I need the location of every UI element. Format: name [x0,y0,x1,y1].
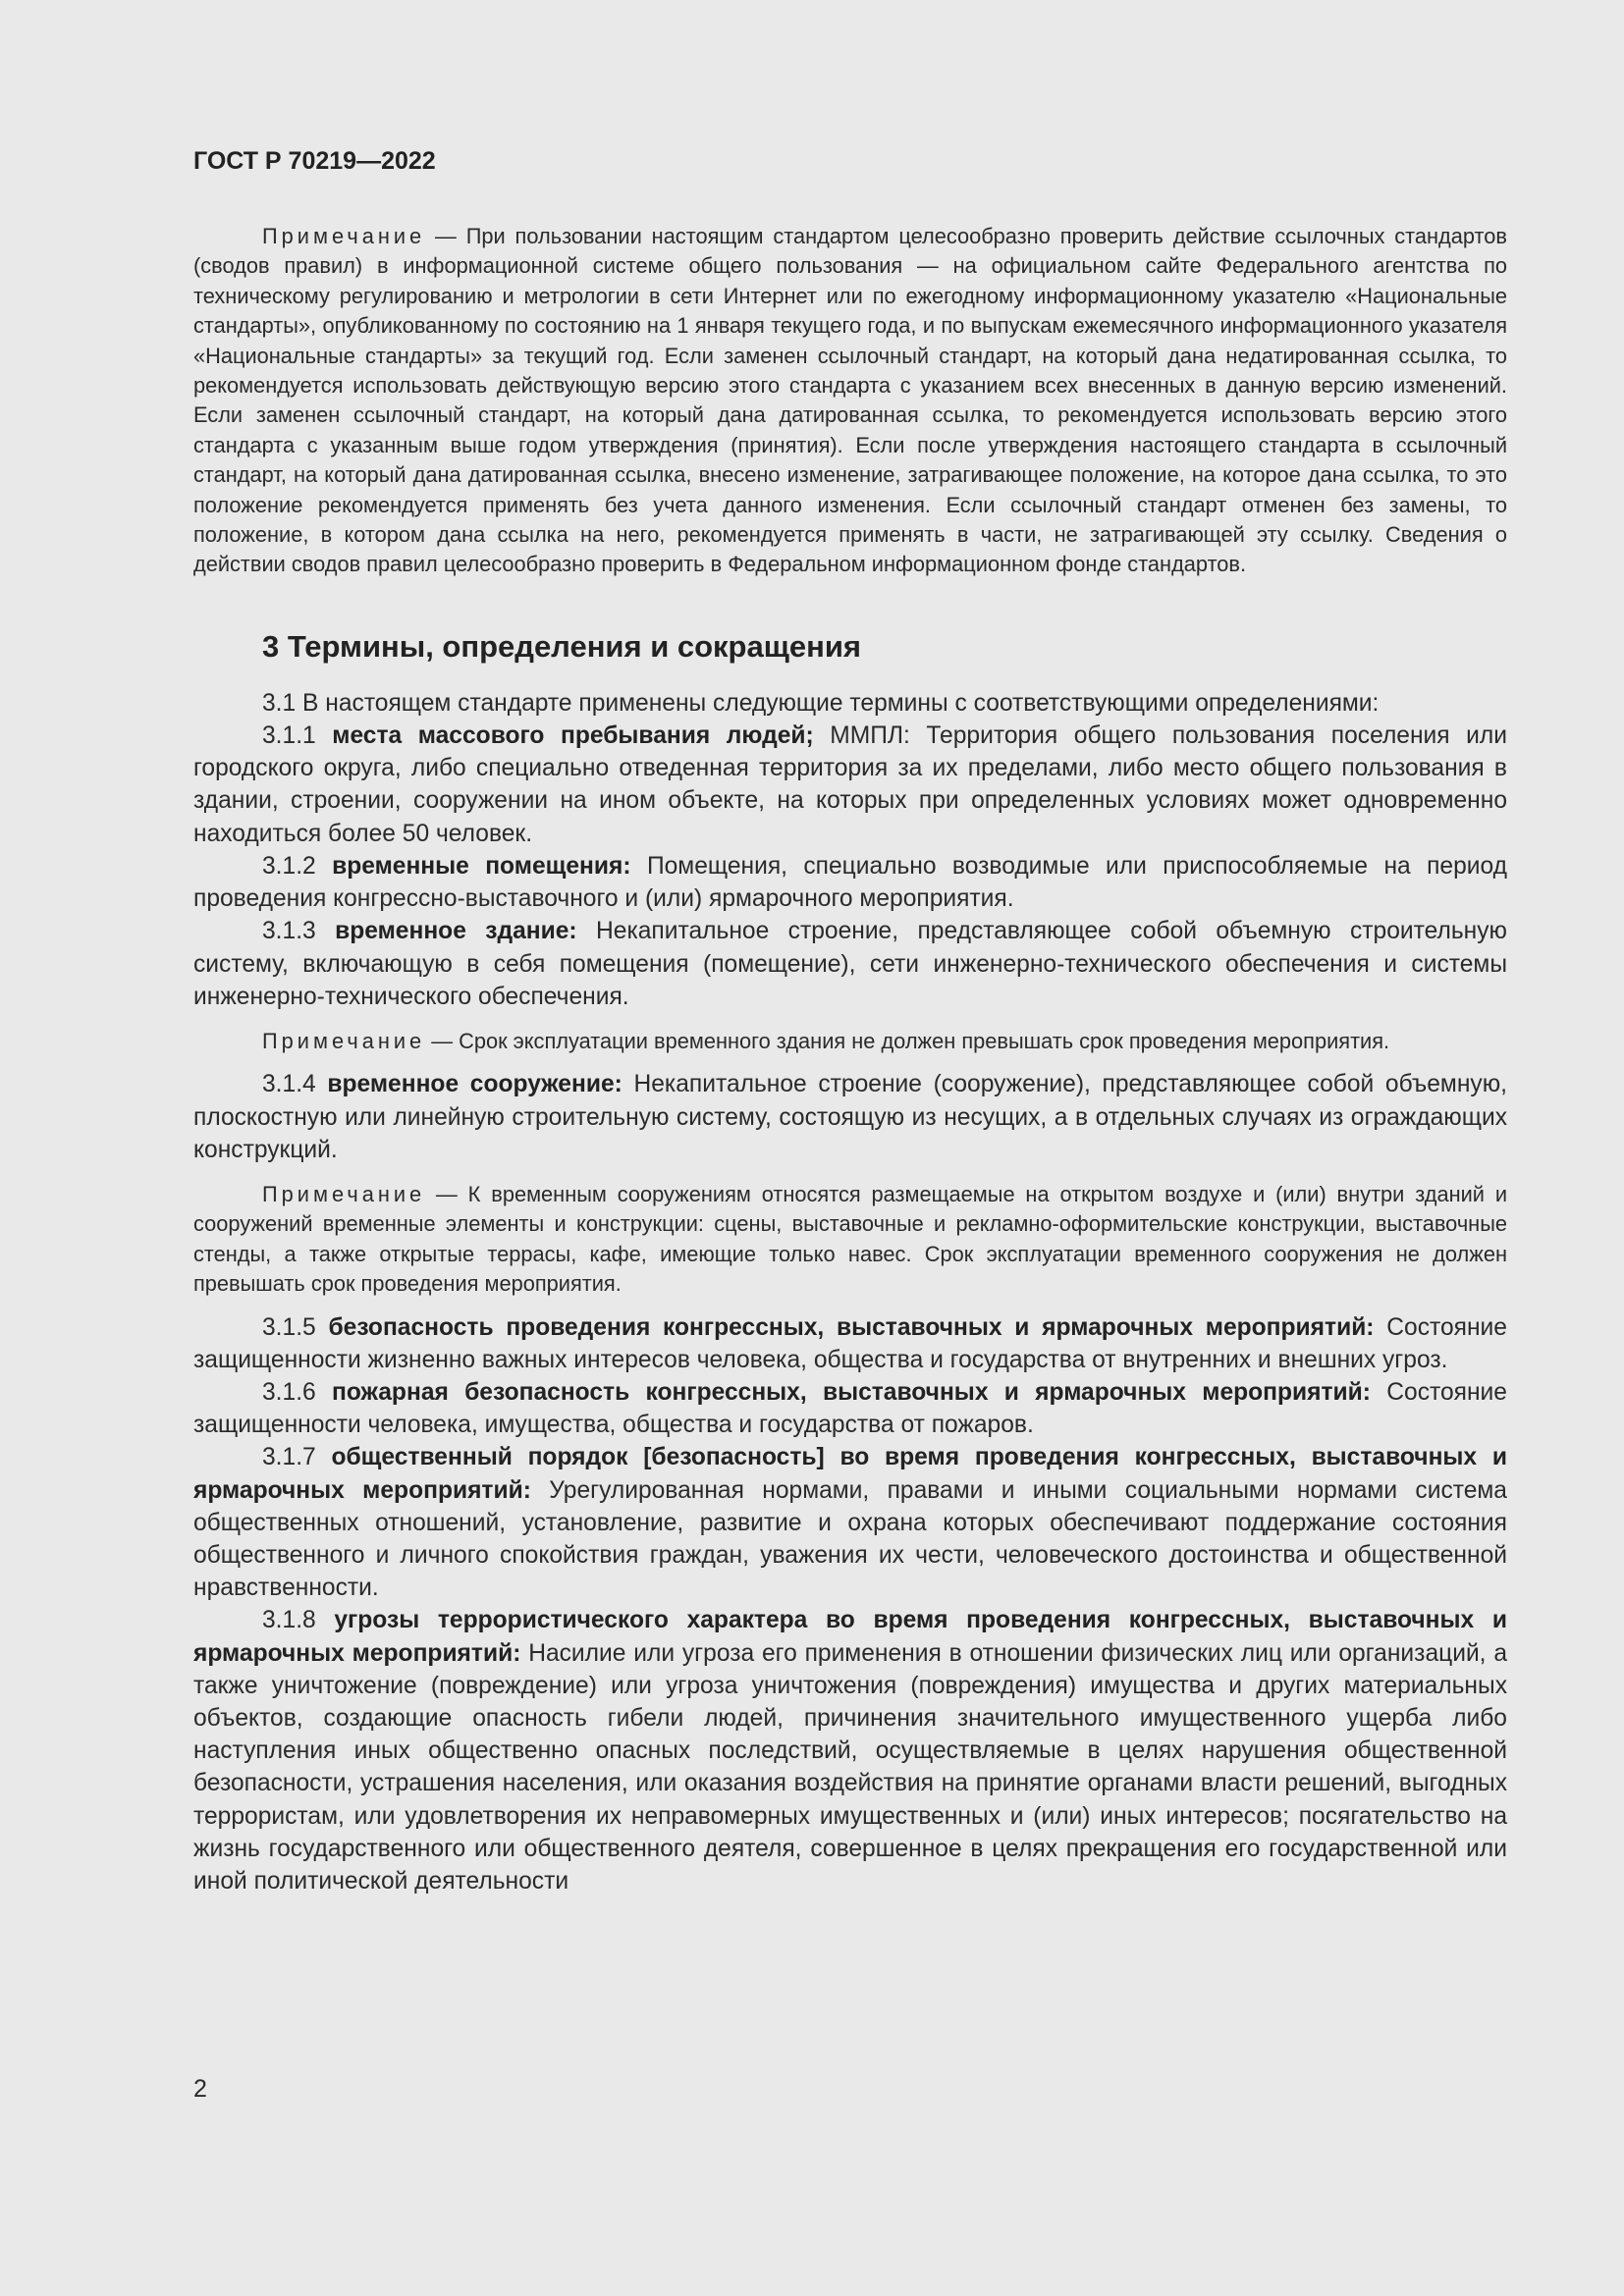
term-number: 3.1.8 [262,1607,335,1634]
term-3-1-4 [193,1068,1507,1166]
term-3-1-2 [193,850,1507,915]
term-number: 3.1.3 [262,918,336,945]
reference-note [193,222,1507,580]
term-name: места массового пребывания людей; [332,722,814,750]
term-number: 3.1.4 [262,1071,328,1098]
term-3-1-8 [193,1604,1507,1897]
note-3-1-3 [193,1027,1507,1056]
term-definition: Некапитальное строение (сооружение), представляющее собой объемную, плоскостную или линейную строительную систему, состоящую из несущих, а в отдельных случаях из ограждающих конструкций. [193,1071,1507,1163]
term-number: 3.1.2 [262,852,333,880]
term-3-1-7 [193,1441,1507,1604]
document-code-header: ГОСТ Р 70219—2022 [193,147,436,175]
note-label: Примечание [262,224,426,248]
term-name: безопасность проведения конгрессных, выставочных и ярмарочных мероприятий: [328,1313,1375,1341]
note-text: — Срок эксплуатации временного здания не должен превышать срок проведения мероприятия. [425,1028,1390,1053]
term-definition: Урегулированная нормами, правами и иными социальными нормами система общественных отношений, установление, развитие и охрана которых обеспечивают поддержание состояния общественного и личного спокойствия граждан, уважения их чести, человеческого достоинства и общественной нравственности. [193,1476,1507,1602]
term-name: временные помещения: [332,852,631,880]
term-3-1-3 [193,915,1507,1013]
term-name: временное сооружение: [327,1071,623,1098]
term-definition: ММПЛ: Территория общего пользования поселения или городского округа, либо специально отведенная территория за их пределами, либо место общего пользования в здании, строении, сооружении на ином объекте, на которых при определенных условиях может одновременно находиться более 50 человек. [193,722,1507,847]
page-number: 2 [193,2075,207,2103]
paragraph-3-1: 3.1 В настоящем стандарте применены следующие термины с соответствующими определениями: [262,689,1380,717]
term-3-1-5 [193,1311,1507,1376]
term-name: временное здание: [335,918,577,945]
term-3-1-1 [193,720,1507,850]
term-number: 3.1.7 [262,1444,332,1471]
page-content [193,222,1507,1897]
term-name: пожарная безопасность конгрессных, выставочных и ярмарочных мероприятий: [331,1378,1371,1406]
term-name: угрозы террористического характера во время проведения конгрессных, выставочных и ярмарочных мероприятий: [193,1607,1507,1667]
note-3-1-4 [193,1180,1507,1300]
term-name: общественный порядок [безопасность] во время проведения конгрессных, выставочных и ярмарочных мероприятий: [193,1444,1507,1504]
note-label: Примечание [262,1181,426,1206]
term-number: 3.1.1 [262,722,333,750]
term-number: 3.1.6 [262,1378,332,1406]
note-text: — К временным сооружениям относятся размещаемые на открытом воздухе и (или) внутри зданий и сооружений временные элементы и конструкции: сцены, выставочные и рекламно-оформительские конструкции, выставочные стенды, а также открытые террасы, кафе, имеющие только навес. Срок эксплуатации временного сооружения не должен превышать срок проведения мероприятия. [193,1181,1507,1297]
note-text: — При пользовании настоящим стандартом целесообразно проверить действие ссылочных стандартов (сводов правил) в информационной системе общего пользования — на официальном сайте Федерального агентства по техническому регулированию и метрологии в сети Интернет или по ежегодному информационному указателю «Национальные стандарты», опубликованному по состоянию на 1 января текущего года, и по выпускам ежемесячного информационного указателя «Национальные стандарты» за текущий год. Если заменен ссылочный стандарт, на который дана недатированная ссылка, то рекомендуется использовать действующую версию этого стандарта с указанием всех внесенных в данную версию изменений. Если заменен ссылочный стандарт, на который дана датированная ссылка, то рекомендуется использовать версию этого стандарта с указанным выше годом утверждения (принятия). Если после утверждения настоящего стандарта в ссылочный стандарт, на который дана датированная ссылка, внесено изменение, затрагивающее положение, на которое дана ссылка, то это положение рекомендуется применять без учета данного изменения. Если ссылочный стандарт отменен без замены, то положение, в котором дана ссылка на него, рекомендуется применять в части, не затрагивающей эту ссылку. Сведения о действии сводов правил целесообразно проверить в Федеральном информационном фонде стандартов. [193,224,1507,577]
term-definition: Некапитальное строение, представляющее собой объемную строительную систему, включающую в себя помещения (помещение), сети инженерно-технического обеспечения и системы инженерно-технического обеспечения. [193,918,1507,1010]
term-3-1-6 [193,1376,1507,1441]
section-3-title: 3 Термины, определения и сокращения [262,628,861,664]
note-label: Примечание [262,1028,426,1053]
term-definition: Насилие или угроза его применения в отношении физических лиц или организаций, а также уничтожение (повреждение) или угроза уничтожения (повреждения) имущества и других материальных объектов, создающие опасность гибели людей, причинения значительного имущественного ущерба либо наступления иных общественно опасных последствий, осуществляемые в целях нарушения общественной безопасности, устрашения населения, или оказания воздействия на принятие органами власти решений, выгодных террористам, или удовлетворения их неправомерных имущественных и (или) иных интересов; посягательство на жизнь государственного или общественного деятеля, совершенное в целях прекращения его государственной или иной политической деятельности [193,1639,1507,1895]
term-number: 3.1.5 [262,1313,329,1341]
term-definition: Состояние защищенности человека, имущества, общества и государства от пожаров. [193,1378,1507,1439]
term-definition: Помещения, специально возводимые или приспособляемые на период проведения конгрессно-выставочного и (или) ярмарочного мероприятия. [193,852,1507,913]
term-definition: Состояние защищенности жизненно важных интересов человека, общества и государства от внутренних и внешних угроз. [193,1313,1507,1373]
